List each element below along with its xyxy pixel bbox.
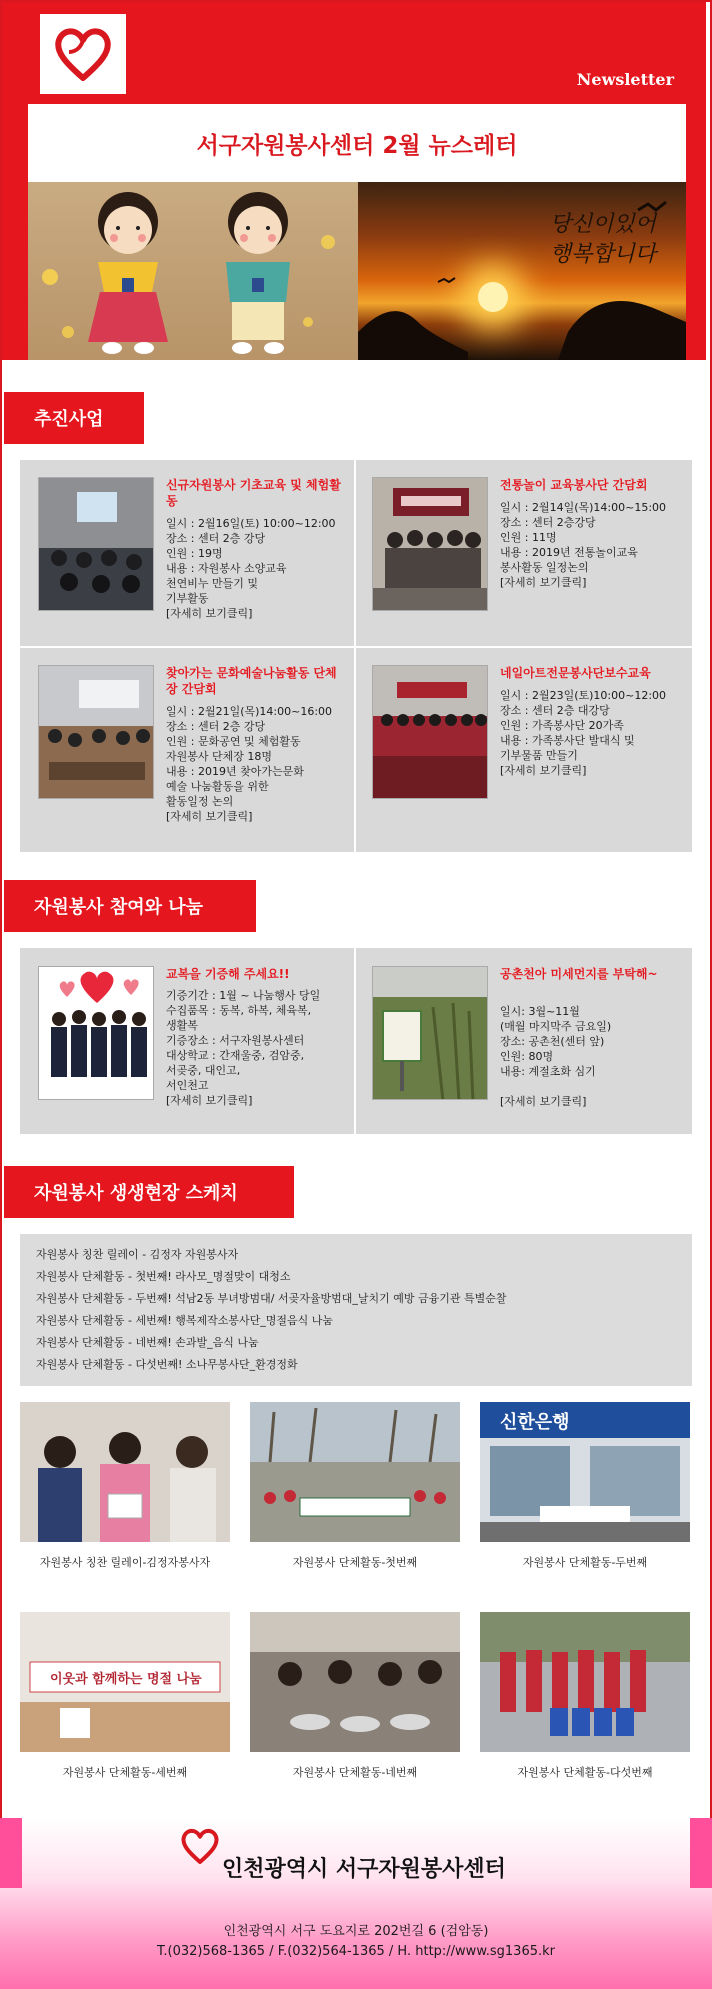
gallery-caption-2: 자원봉사 단체활동-첫번째 (292, 1556, 418, 1569)
gallery-photo-2[interactable] (250, 1402, 460, 1542)
sharing-title-1[interactable]: 교복을 기증해 주세요!! (166, 967, 290, 981)
project-title-4[interactable]: 네일아트전문봉사단보수교육 (500, 666, 651, 680)
footer (0, 1818, 712, 1989)
gallery-photo-1[interactable] (20, 1402, 230, 1542)
gallery-caption-1: 자원봉사 칭찬 릴레이-김정자봉사자 (39, 1556, 211, 1569)
title-bar (28, 104, 686, 182)
sketch-list (20, 1234, 692, 1386)
bank-sign-text: 신한은행 (500, 1412, 570, 1433)
sketch-list-item[interactable]: 자원봉사 단체활동 - 네번째! 손과발_음식 나눔 (36, 1336, 259, 1349)
gallery-photo-5[interactable] (250, 1612, 460, 1752)
banner-calligraphy: 당신이있어 행복합니다 (549, 212, 656, 267)
project-title-3[interactable]: 찾아가는 문화예술나눔활동 단체장 간담회 (166, 666, 337, 696)
sharing-title-2[interactable]: 공촌천아 미세먼지를 부탁해~ (500, 967, 658, 981)
sharing-body-2: 일시: 3월~11월 (매월 마지막주 금요일) 장소: 공촌천(센터 앞) 인원: 80명 내용: 계절초화 심기 [자세히 보기클릭] (500, 1005, 612, 1108)
project-photo-1[interactable] (38, 477, 154, 611)
gallery-photo-6[interactable] (480, 1612, 690, 1752)
projects-divider-v (354, 460, 356, 852)
gallery-photo-4[interactable] (20, 1612, 230, 1752)
sharing-photo-uniform[interactable] (38, 966, 154, 1100)
footer-heart-logo-icon (180, 1826, 220, 1866)
projects-divider-h (20, 646, 692, 648)
footer-right-accent (690, 1818, 712, 1888)
project-body-3: 일시 : 2월21일(목)14:00~16:00 장소 : 센터 2층 강당 인원 : 문화공연 및 체험활동 자원봉사 단체장 18명 내용 : 2019년 찾아가는문화 예술 나눔활동을 위한 활동일정 논의 [자세히 보기클릭] (166, 705, 333, 823)
sharing-divider-v (354, 948, 356, 1134)
header (2, 2, 706, 360)
meal-banner-text: 이웃과 함께하는 명절 나눔 (50, 1672, 202, 1687)
banner-sunset-image (358, 182, 686, 360)
section-header-projects: 추진사업 (4, 392, 144, 444)
gallery-caption-4: 자원봉사 단체활동-세번째 (62, 1766, 188, 1779)
project-photo-3[interactable] (38, 665, 154, 799)
project-title-2[interactable]: 전통놀이 교육봉사단 간담회 (500, 478, 648, 492)
heart-logo-icon (53, 26, 113, 82)
footer-address: 인천광역시 서구 도요지로 202번길 6 (검암동) (223, 1924, 489, 1939)
project-body-1: 일시 : 2월16일(토) 10:00~12:00 장소 : 센터 2층 강당 인원 : 19명 내용 : 자원봉사 소양교육 천연비누 만들기 및 기부활동 [자세히 보기클릭] (166, 517, 336, 620)
project-title-1[interactable]: 신규자원봉사 기초교육 및 체험활동 (166, 478, 341, 508)
sharing-body-1: 기증기간 : 1월 ~ 나눔행사 당일 수집품목 : 동복, 하복, 체육복, 생활복 기증장소 : 서구자원봉사센터 대상학교 : 간재울중, 검암중, 서곶중, 대인고, 서인천고 [자세히 보기클릭] (166, 989, 321, 1107)
project-body-2: 일시 : 2월14일(목)14:00~15:00 장소 : 센터 2층강당 인원 : 11명 내용 : 2019년 전통놀이교육 봉사활동 일정논의 [자세히 보기클릭] (500, 501, 667, 589)
gallery-photo-3[interactable] (480, 1402, 690, 1542)
footer-org-name: 인천광역시 서구자원봉사센터 (222, 1857, 506, 1882)
section-header-sketch: 자원봉사 생생현장 스케치 (4, 1166, 294, 1218)
logo[interactable] (40, 14, 126, 94)
sketch-list-item[interactable]: 자원봉사 단체활동 - 첫번째! 라사모_명절맞이 대청소 (36, 1270, 291, 1283)
section-header-sharing: 자원봉사 참여와 나눔 (4, 880, 256, 932)
newsletter-label: Newsletter (576, 70, 674, 89)
sketch-list-item[interactable]: 자원봉사 단체활동 - 다섯번째! 소나무봉사단_환경정화 (36, 1358, 298, 1371)
project-photo-2[interactable] (372, 477, 488, 611)
project-photo-4[interactable] (372, 665, 488, 799)
project-body-4: 일시 : 2월23일(토)10:00~12:00 장소 : 센터 2층 대강당 인원 : 가족봉사단 20가족 내용 : 가족봉사단 발대식 및 기부물품 만들기 [자세히 보기클릭] (500, 689, 667, 777)
footer-contact[interactable]: T.(032)568-1365 / F.(032)564-1365 / H. http://www.sg1365.kr (156, 1944, 556, 1959)
sketch-list-item[interactable]: 자원봉사 단체활동 - 세번째! 행복제작소봉사단_명절음식 나눔 (36, 1314, 334, 1327)
gallery-caption-6: 자원봉사 단체활동-다섯번째 (517, 1766, 653, 1779)
banner-hanbok-image (28, 182, 358, 360)
sketch-list-item[interactable]: 자원봉사 단체활동 - 두번째! 석남2동 부녀방범대/ 서곶자율방범대_날치기 예방 금융기관 특별순찰 (36, 1292, 507, 1305)
footer-left-accent (0, 1818, 22, 1888)
page-title: 서구자원봉사센터 2월 뉴스레터 (196, 132, 518, 159)
sharing-photo-stream[interactable] (372, 966, 488, 1100)
gallery-caption-5: 자원봉사 단체활동-네번째 (292, 1766, 418, 1779)
gallery-caption-3: 자원봉사 단체활동-두번째 (522, 1556, 648, 1569)
sketch-list-item[interactable]: 자원봉사 칭찬 릴레이 - 김정자 자원봉사자 (36, 1248, 239, 1261)
